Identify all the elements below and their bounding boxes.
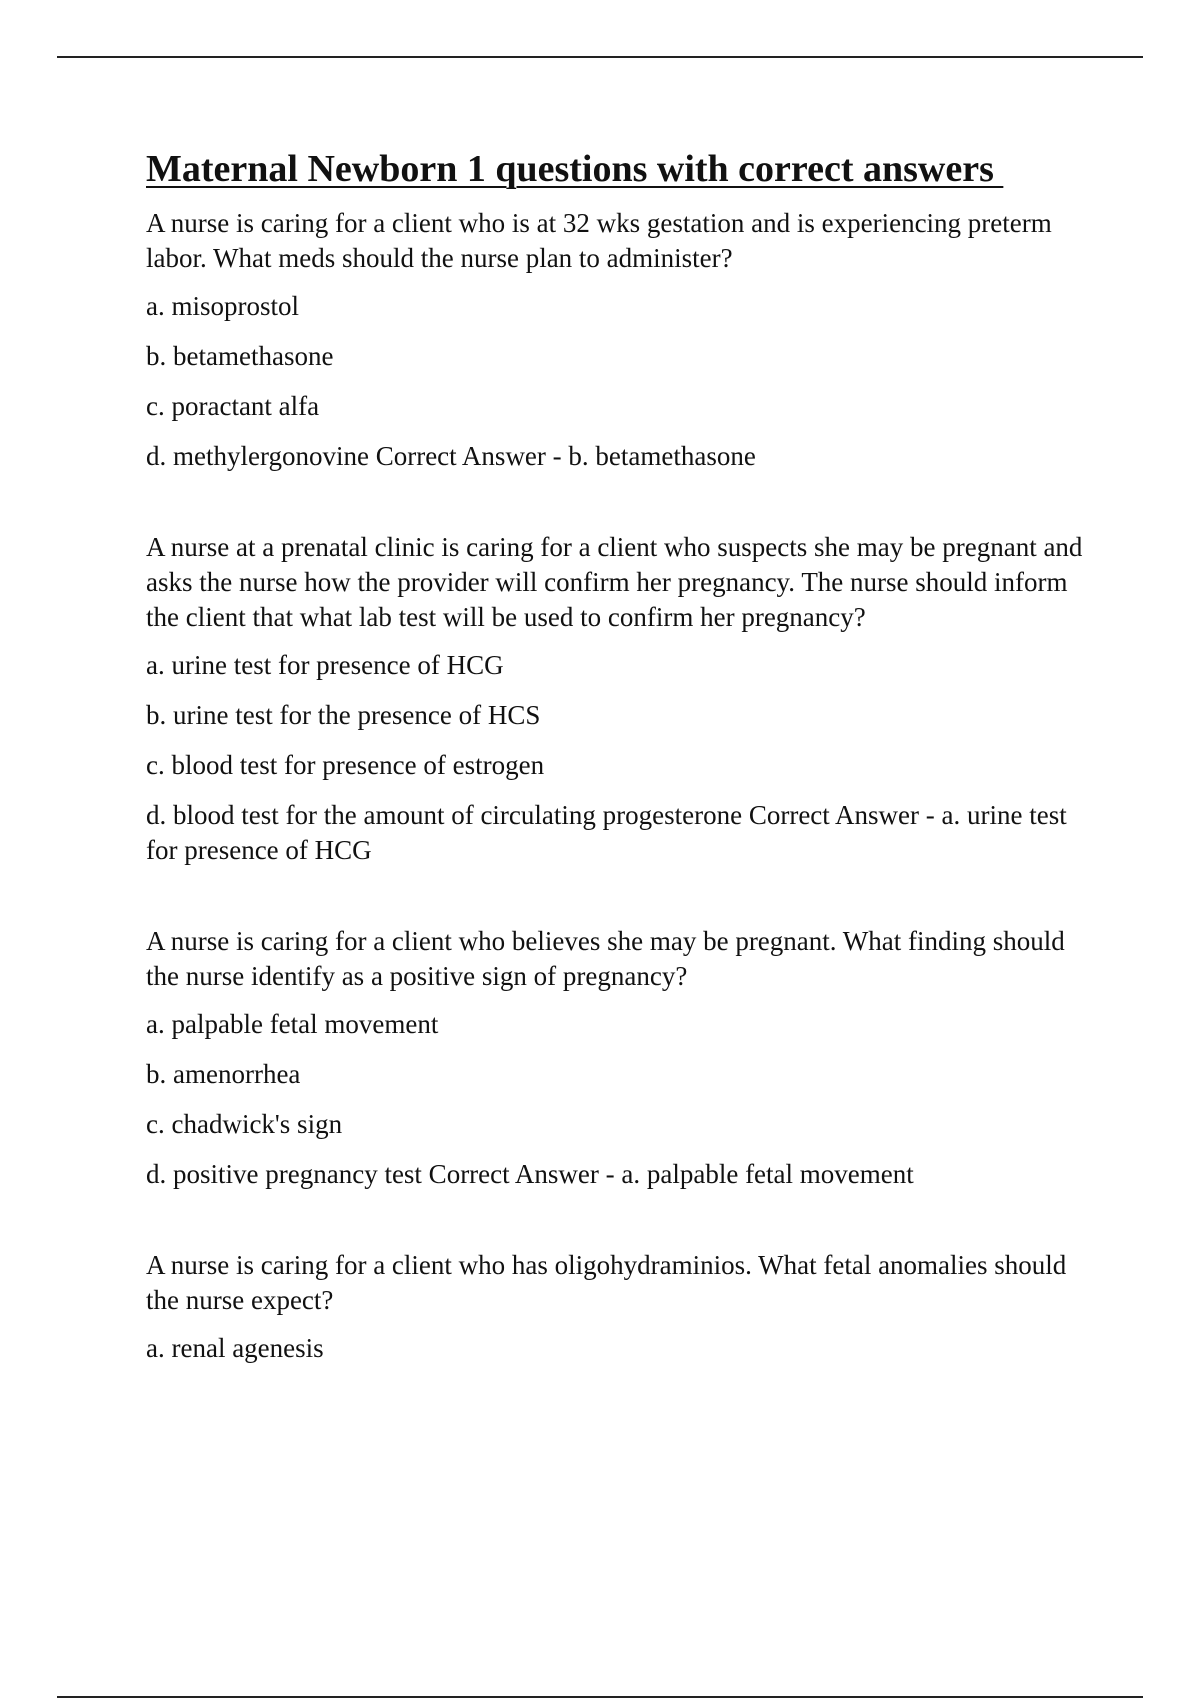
question-text: A nurse at a prenatal clinic is caring for a client who suspects she may be pregnant and asks the nurse how the provider will confirm her pregnancy. The nurse should inform the client that what lab test will be used to confirm her pregnancy? [146,532,1083,632]
document-title: Maternal Newborn 1 questions with correct answers [146,148,1004,190]
question-text: A nurse is caring for a client who is at 32 wks gestation and is experiencing preterm labor. What meds should the nurse plan to administer? [146,208,1052,273]
question-block-4 [146,1248,1096,1366]
answer-option: c. chadwick's sign [146,1109,343,1139]
answer-option: d. methylergonovine Correct Answer - b. betamethasone [146,441,756,471]
answer-option: c. blood test for presence of estrogen [146,750,545,780]
answer-option: a. misoprostol [146,291,299,321]
answer-option: a. palpable fetal movement [146,1009,439,1039]
question-text: A nurse is caring for a client who has oligohydraminios. What fetal anomalies should the nurse expect? [146,1250,1067,1315]
answer-option: a. urine test for presence of HCG [146,650,504,680]
answer-option: c. poractant alfa [146,391,320,421]
question-block-2 [146,530,1096,868]
answer-option: d. positive pregnancy test Correct Answer - a. palpable fetal movement [146,1159,914,1189]
top-rule [57,56,1143,58]
document-body [146,146,1096,1422]
bottom-rule [57,1696,1143,1698]
answer-option: d. blood test for the amount of circulating progesterone Correct Answer - a. urine test for presence of HCG [146,800,1067,865]
answer-option: b. urine test for the presence of HCS [146,700,541,730]
question-block-3 [146,924,1096,1192]
answer-option: b. amenorrhea [146,1059,301,1089]
question-text: A nurse is caring for a client who believes she may be pregnant. What finding should the nurse identify as a positive sign of pregnancy? [146,926,1065,991]
answer-option: a. renal agenesis [146,1333,324,1363]
answer-option: b. betamethasone [146,341,334,371]
question-block-1 [146,206,1096,474]
